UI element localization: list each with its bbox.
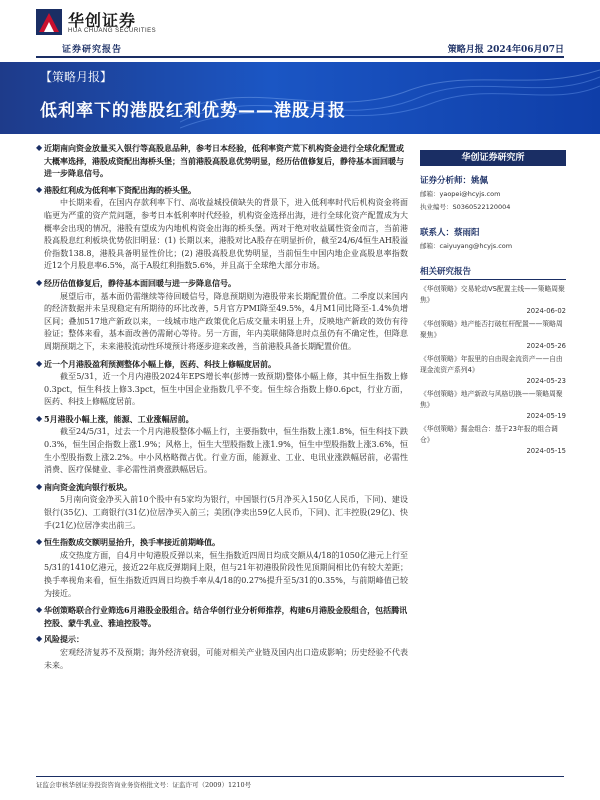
bullet-heading: 近期南向资金放量买入银行等高股息品种，参考日本经验，低利率资产荒下机构资金进行全球化配置或大概率选择，港股成资配出海桥头堡；当前港股高股息优势明显，经历估值修复后，静待基本面回暖与进一步降息信号。 xyxy=(44,143,404,179)
related-reports-list xyxy=(420,284,566,455)
company-logo xyxy=(36,6,156,38)
bullet-diamond-icon: ◆ xyxy=(36,605,43,615)
related-report-link[interactable]: 《华创策略》地产能否打破杠杆配置——策略周聚焦》 xyxy=(420,320,563,339)
body-paragraph: 截至5/31，近一个月内港股2024年EPS增长率(彭博一致预期)整体小幅上修，其中恒生指数上修0.3pct，恒生科技上修3.3pct，恒生中国企业指数几乎不变。恒生综合指数上修0.6pct，行业方面，医药、科技上修幅度居前。 xyxy=(44,372,408,407)
report-title: 低利率下的港股红利优势——港股月报 xyxy=(40,101,346,121)
report-type-label: 证券研究报告 xyxy=(62,45,123,55)
contact-email[interactable]: 邮箱：caiyuyang@hcyjs.com xyxy=(420,242,513,250)
analyst-sidebar xyxy=(420,150,566,455)
analyst-cert-number: 执业编号：S0360522120004 xyxy=(420,203,511,211)
related-reports-title: 相关研究报告 xyxy=(420,265,566,280)
analyst-name: 证券分析师：姚佩 xyxy=(420,176,489,186)
bullet-heading: 华创策略联合行业筛选6月港股金股组合。结合华创行业分析师推荐，构建6月港股金股组合，包括腾讯控股、蒙牛乳业、雅迪控股等。 xyxy=(44,605,408,628)
body-paragraph: 展望后市，基本面仍需继续等待回暖信号，降息预期则为港股带来长期配置价值。二季度以来国内的经济数据并未呈现稳定有所期待的环比改善，5月官方PMI降至49.5%，4月M1同比降至-1.4%负增区间；叠加517地产新政以来，一线城市地产政策优化后成交量未明显上升，反映地产新政的效仿有待验证；整体来看，基本面改善仍需耐心等待。另一方面，年内美联储降息时点虽仍有不确定性，但降息周期预期之下，未来港股流动性环境预计将逐步迎来改善，当前港股具备长期配置价值。 xyxy=(44,291,408,351)
summary-bullet xyxy=(36,184,408,197)
summary-bullet xyxy=(36,481,408,494)
analyst-email[interactable]: 邮箱：yaopei@hcyjs.com xyxy=(420,190,501,198)
summary-bullet xyxy=(36,358,408,371)
bullet-heading: 南向资金流向银行板块。 xyxy=(44,481,132,492)
related-report-date: 2024-05-19 xyxy=(526,412,566,420)
bullet-diamond-icon: ◆ xyxy=(36,634,43,644)
bullet-diamond-icon: ◆ xyxy=(36,358,43,368)
related-report-link[interactable]: 《华创策略》交易轮动VS配置主线——策略周聚焦》 xyxy=(420,285,565,304)
bullet-heading: 经历估值修复后，静待基本面回暖与进一步降息信号。 xyxy=(44,277,236,288)
bullet-heading: 港股红利成为低利率下资配出海的桥头堡。 xyxy=(44,184,196,195)
summary-bullet xyxy=(36,277,408,290)
body-paragraph: 中长期来看，在国内存款利率下行、高收益城投债缺失的背景下，进入低利率时代后机构资金将面临更为严重的资产荒问题，参考日本低利率时代经验，机构资金选择出海，进行全球化资产配置成为大概率会出现的情况，港股有望成为内地机构资金出海的桥头堡。两对于绝对收益属性资金而言，当前港股高股息红利板块优势依旧明显：(1) 长期以来，港股对比A股存在明显折价，截至24/6/4恒生AH股溢价指数138.8，港股具备明显性价比；(2) 港股高股息优势明显，当前恒生中国内地企业高股息率指数近12个月股息率6.5%，高于A股红利指数5.6%，并且高于全球绝大部分市场。 xyxy=(44,198,408,271)
summary-bullet xyxy=(36,142,408,180)
header-divider xyxy=(36,56,564,58)
bullet-heading: 5月港股小幅上涨，能源、工业涨幅居前。 xyxy=(44,413,194,424)
related-report-date: 2024-05-23 xyxy=(526,377,566,385)
bullet-diamond-icon: ◆ xyxy=(36,277,43,287)
related-report-date: 2024-06-02 xyxy=(526,307,566,315)
body-paragraph: 成交热度方面，自4月中旬港股反弹以来，恒生指数近四周日均成交额从4/18的1050亿港元上行至5/31的1410亿港元，接近22年底反弹期间上限，但与21年初港股阶段性见顶期间相比仍有较大差距；换手率视角来看，恒生指数近四周日均换手率从4/18的0.27%提升至5/31的0.35%，与前期峰值已较为接近。 xyxy=(44,550,408,598)
related-report-link[interactable]: 《华创策略》掘金组合：基于23年报的组合调仓》 xyxy=(420,425,558,444)
footer-license: 证监会审核华创证券投资咨询业务资格批文号：证监许可（2009）1210号 xyxy=(36,781,252,789)
related-report-link[interactable]: 《华创策略》年报里的自由现金流资产——自由现金流资产系列4》 xyxy=(420,355,563,374)
footer-divider xyxy=(36,776,564,777)
related-report-date: 2024-05-15 xyxy=(526,447,566,455)
research-institute-header: 华创证券研究所 xyxy=(420,150,566,166)
summary-bullet xyxy=(36,536,408,549)
bullet-diamond-icon: ◆ xyxy=(36,537,43,547)
bullet-heading: 风险提示： xyxy=(44,634,84,645)
summary-bullet xyxy=(36,633,408,646)
report-tag: 【策略月报】 xyxy=(40,70,113,84)
bullet-heading: 恒生指数成交额明显抬升，换手率接近前期峰值。 xyxy=(44,537,220,548)
body-paragraph: 5月南向资金净买入前10个股中有5家均为银行，中国银行(5月净买入150亿人民币，下同)、建设银行(35亿)、工商银行(31亿)位居净买入前三；美团(净卖出59亿人民币，下同)、汇丰控股(29亿)、快手(21亿)位居净卖出前三。 xyxy=(44,495,408,530)
body-paragraph: 截至24/5/31，过去一个月内港股整体小幅上行，主要指数中，恒生指数上涨1.8%，恒生科技下跌0.3%，恒生国企指数上涨1.9%；风格上，恒生大型股指数上涨1.9%，恒生中型股指数上涨3.6%，恒生小型股指数上涨2.2%。中小风格略微占优。行业方面，能源业、工业、电讯业涨跌幅居前，必需性消费、医疗保健业、非必需性消费涨跌幅居后。 xyxy=(44,427,408,475)
report-body xyxy=(36,138,408,674)
related-report-link[interactable]: 《华创策略》地产新政与风格切换——策略周聚焦》 xyxy=(420,390,563,409)
related-report-date: 2024-05-26 xyxy=(526,342,566,350)
bullet-heading: 近一个月港股盈利预测整体小幅上修，医药、科技上修幅度居前。 xyxy=(44,358,276,369)
report-date-label: 策略月报 2024年06月07日 xyxy=(447,45,564,55)
summary-bullet xyxy=(36,413,408,426)
bullet-diamond-icon: ◆ xyxy=(36,184,43,194)
title-banner xyxy=(0,62,600,134)
body-paragraph: 宏观经济复苏不及预期；海外经济衰弱，可能对相关产业链及国内出口造成影响；历史经验不代表未来。 xyxy=(44,647,408,670)
logo-en-text: HUA CHUANG SECURITIES xyxy=(68,28,157,34)
contact-name: 联系人：蔡雨阳 xyxy=(420,228,480,238)
bullet-diamond-icon: ◆ xyxy=(36,143,43,152)
logo-mark-icon xyxy=(36,9,62,35)
summary-bullet xyxy=(36,604,408,629)
bullet-diamond-icon: ◆ xyxy=(36,413,43,423)
bullet-diamond-icon: ◆ xyxy=(36,481,43,491)
logo-cn-text: 华创证券 xyxy=(68,11,137,30)
